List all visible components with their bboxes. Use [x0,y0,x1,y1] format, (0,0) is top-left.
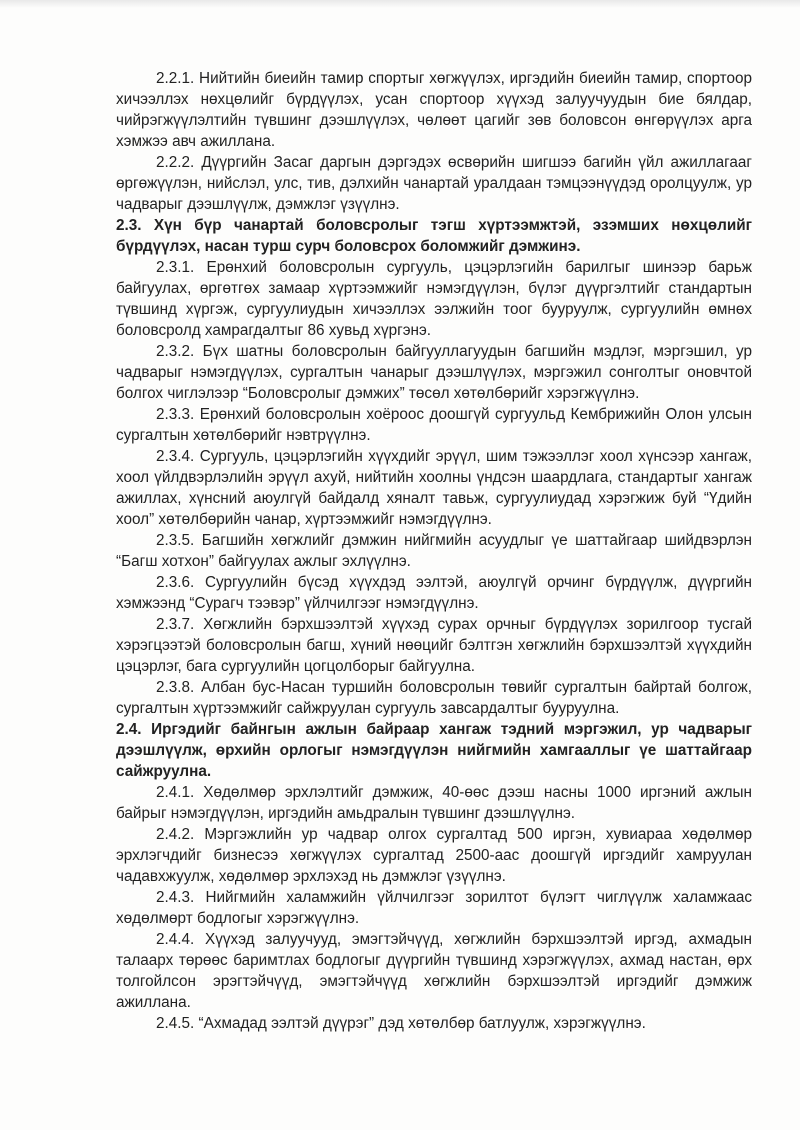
section-heading-2-4: 2.4. Иргэдийг байнгын ажлын байраар хангаж тэдний мэргэжил, ур чадварыг дээшлүүлж, өрхийн орлогыг нэмэгдүүлэн нийгмийн хамгааллыг үе шаттайгаар сайжруулна. [116,721,752,780]
document-body [116,68,752,1034]
paragraph-2-4-2: 2.4.2. Мэргэжлийн ур чадвар олгох сургалтад 500 иргэн, хувиараа хөдөлмөр эрхлэгчдийг бизнесээ хөгжүүлэх сургалтад 2500-аас доошгүй иргэдийг хамруулан чадавхжуулж, хөдөлмөр эрхлэхэд нь дэмжлэг үзүүлнэ. [116,826,752,885]
paragraph-2-3-7: 2.3.7. Хөгжлийн бэрхшээлтэй хүүхэд сурах орчныг бүрдүүлэх зорилгоор тусгай хэрэгцээтэй боловсролын багш, хүний нөөцийг бэлтгэн хөгжлийн бэрхшээлтэй хүүхдийн цэцэрлэг, бага сургуулийн цогцолборыг байгуулна. [116,616,752,675]
paragraph-2-3-6: 2.3.6. Сургуулийн бүсэд хүүхдэд ээлтэй, аюулгүй орчинг бүрдүүлж, дүүргийн хэмжээнд “Сурагч тээвэр” үйлчилгээг нэмэгдүүлнэ. [116,574,752,612]
paragraph-2-3-8: 2.3.8. Албан бус-Насан туршийн боловсролын төвийг сургалтын байртай болгож, сургалтын хүртээмжийг сайжруулан сургууль завсардалтыг бууруулна. [116,679,752,717]
scan-edge [0,0,800,8]
section-heading-2-3: 2.3. Хүн бүр чанартай боловсролыг тэгш хүртээмжтэй, эзэмших нөхцөлийг бүрдүүлэх, насан турш сурч боловсрох боломжийг дэмжинэ. [116,217,752,255]
paragraph-2-3-2: 2.3.2. Бүх шатны боловсролын байгууллагуудын багшийн мэдлэг, мэргэшил, ур чадварыг нэмэгдүүлэх, сургалтын чанарыг дээшлүүлэх, мэргэжил сонголтыг оновчтой болгох чиглэлээр “Боловсролыг дэмжих” төсөл хөтөлбөрийг хэрэгжүүлнэ. [116,343,752,402]
paragraph-2-3-1: 2.3.1. Ерөнхий боловсролын сургууль, цэцэрлэгийн барилгыг шинээр барьж байгуулах, өргөтгөх замаар хүртээмжийг нэмэгдүүлэн, бүлэг дүүргэлтийг стандартын түвшинд хүргэж, сургуулиудын хичээллэх ээлжийн тоог бууруулж, сургуулийн өмнөх боловсролд хамрагдалтыг 86 хувьд хүргэнэ. [116,259,752,339]
paragraph-2-3-4: 2.3.4. Сургууль, цэцэрлэгийн хүүхдийг эрүүл, шим тэжээллэг хоол хүнсээр хангаж, хоол үйлдвэрлэлийн эрүүл ахуй, нийтийн хоолны үндсэн шаардлага, стандартыг хангаж ажиллах, хүнсний аюулгүй байдалд хяналт тавьж, сургуулиудад хэрэгжиж буй “Үдийн хоол” хөтөлбөрийн чанар, хүртээмжийг нэмэгдүүлнэ. [116,448,752,528]
paragraph-2-4-4: 2.4.4. Хүүхэд залуучууд, эмэгтэйчүүд, хөгжлийн бэрхшээлтэй иргэд, ахмадын талаарх төрөөс баримтлах бодлогыг дүүргийн түвшинд хэрэгжүүлэх, ахмад настан, өрх толгойлсон эрэгтэйчүүд, эмэгтэйчүүд хөгжлийн бэрхшээлтэй иргэдийг дэмжиж ажиллана. [116,931,752,1011]
paragraph-2-2-1: 2.2.1. Нийтийн биеийн тамир спортыг хөгжүүлэх, иргэдийн биеийн тамир, спортоор хичээллэх нөхцөлийг бүрдүүлэх, усан спортоор хүүхэд залуучуудын бие бялдар, чийрэгжүүлэлтийн түвшинг дээшлүүлэх, чөлөөт цагийг зөв боловсон өнгөрүүлэх арга хэмжээ авч ажиллана. [116,70,752,150]
paragraph-2-4-3: 2.4.3. Нийгмийн халамжийн үйлчилгээг зорилтот бүлэгт чиглүүлж халамжаас хөдөлмөрт бодлогыг хэрэгжүүлнэ. [116,889,752,927]
paragraph-2-2-2: 2.2.2. Дүүргийн Засаг даргын дэргэдэх өсвөрийн шигшээ багийн үйл ажиллагааг өргөжүүлэн, нийслэл, улс, тив, дэлхийн чанартай уралдаан тэмцээнүүдэд оролцуулж, ур чадварыг дээшлүүлж, дэмжлэг үзүүлнэ. [116,154,752,213]
paragraph-2-3-5: 2.3.5. Багшийн хөгжлийг дэмжин нийгмийн асуудлыг үе шаттайгаар шийдвэрлэн “Багш хотхон” байгуулах ажлыг эхлүүлнэ. [116,532,752,570]
paragraph-2-3-3: 2.3.3. Ерөнхий боловсролын хоёроос доошгүй сургуульд Кембрижийн Олон улсын сургалтын хөтөлбөрийг нэвтрүүлнэ. [116,406,752,444]
paragraph-2-4-1: 2.4.1. Хөдөлмөр эрхлэлтийг дэмжиж, 40-өөс дээш насны 1000 иргэний ажлын байрыг нэмэгдүүлэн, иргэдийн амьдралын түвшинг дээшлүүлнэ. [116,784,752,822]
paragraph-2-4-5: 2.4.5. “Ахмадад ээлтэй дүүрэг” дэд хөтөлбөр батлуулж, хэрэгжүүлнэ. [156,1015,646,1032]
